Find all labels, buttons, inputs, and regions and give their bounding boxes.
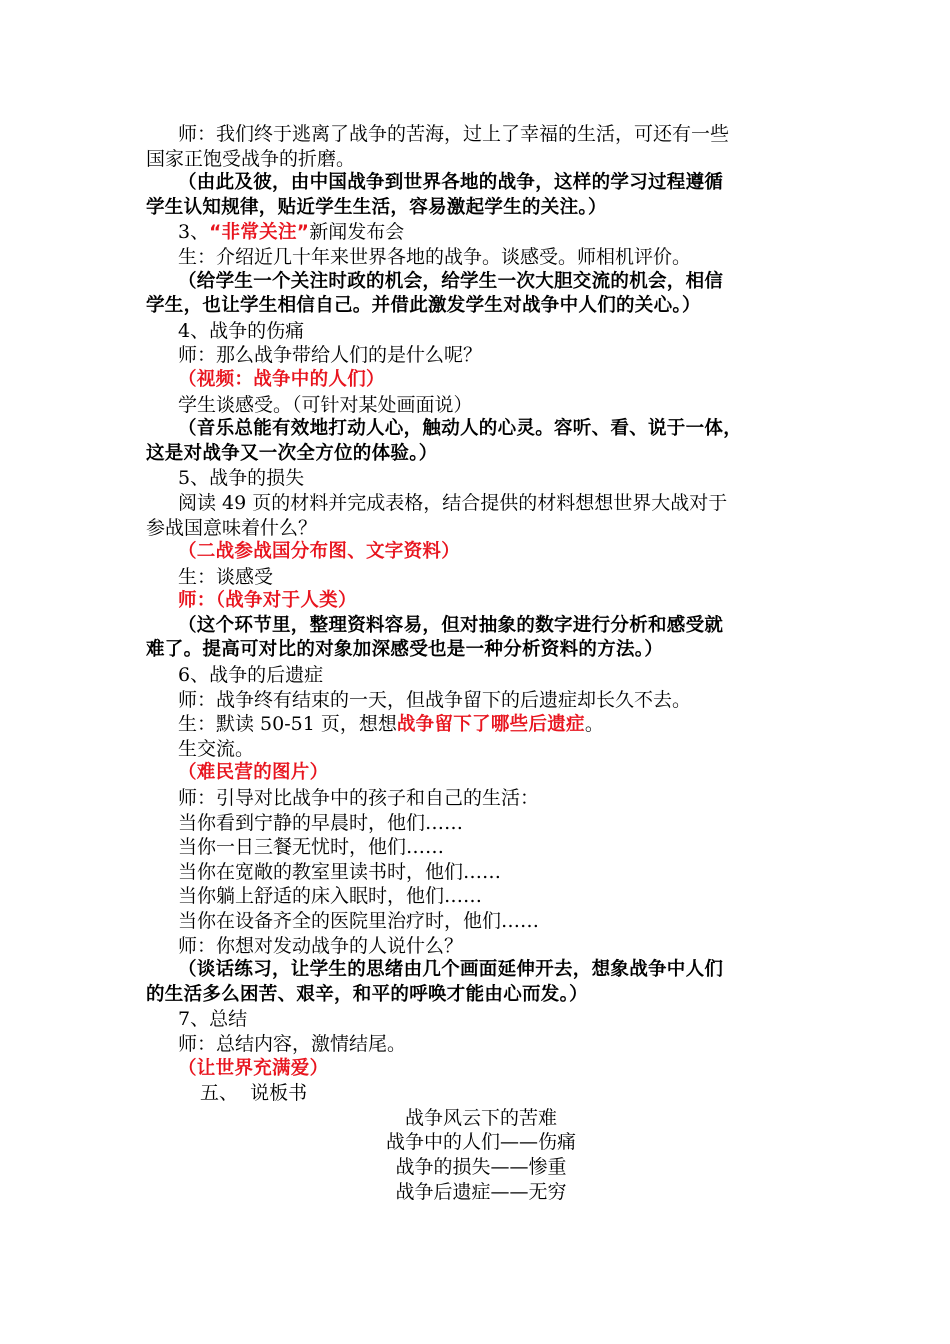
section-heading: 7、总结 [178, 1008, 248, 1031]
text-line: 当你躺上舒适的床入眠时，他们…… [178, 885, 483, 908]
media-note: 师：（战争对于人类） [178, 590, 357, 612]
section-heading [146, 220, 816, 245]
note-line: 学生认知规律，贴近学生生活，容易激起学生的关注。） [146, 196, 607, 218]
board-line: 战争后遗症——无穷 [395, 1180, 567, 1203]
board-title: 战争风云下的苦难 [404, 1106, 557, 1129]
media-note: （难民营的图片） [178, 762, 329, 784]
note-line: 的生活多么困苦、艰辛，和平的呼唤才能由心而发。） [146, 983, 588, 1005]
text-line: 当你在宽敞的教室里读书时，他们…… [178, 860, 502, 883]
text-line: 生：谈感受 [178, 565, 274, 588]
text-line: 师：引导对比战争中的孩子和自己的生活： [178, 787, 540, 810]
lesson-content [146, 122, 816, 1204]
note-line: （给学生一个关注时政的机会，给学生一次大胆交流的机会，相信 [178, 270, 724, 292]
board-line: 战争中的人们——伤痛 [385, 1131, 576, 1154]
board-line: 战争的损失——惨重 [395, 1155, 567, 1178]
text-line: 参战国意味着什么？ [146, 516, 318, 539]
text-line: 国家正饱受战争的折磨。 [146, 147, 356, 170]
text-line [146, 712, 816, 737]
section-heading: 6、战争的后遗症 [178, 664, 324, 687]
text-line: 当你在设备齐全的医院里治疗时，他们…… [178, 910, 540, 932]
media-note: （让世界充满爱） [178, 1057, 329, 1079]
text-line: 师：战争终有结束的一天，但战争留下的后遗症却长久不去。 [178, 688, 692, 711]
text-line: 当你看到宁静的早晨时，他们…… [178, 811, 464, 834]
note-line: （这个环节里，整理资料容易，但对抽象的数字进行分析和感受就 [178, 614, 724, 636]
note-line: （由此及彼，由中国战争到世界各地的战争，这样的学习过程遵循 [178, 172, 724, 194]
text-line: 师：那么战争带给人们的是什么呢？ [178, 344, 483, 367]
note-line: 学生，也让学生相信自己。并借此激发学生对战争中人们的关心。） [146, 295, 701, 317]
text-line: 生：介绍近几十年来世界各地的战争。谈感受。师相机评价。 [178, 245, 692, 268]
text-segment: 。 [584, 713, 604, 736]
highlight-text: 战争留下了哪些后遗症 [396, 714, 585, 736]
note-line: 这是对战争又一次全方位的体验。） [146, 442, 438, 464]
text-line: 生交流。 [178, 737, 255, 760]
media-note: （二战参战国分布图、文字资料） [178, 541, 461, 563]
text-line: 阅读 49 页的材料并完成表格，结合提供的材料想想世界大战对于 [178, 491, 728, 514]
section-heading: 5、战争的损失 [178, 467, 305, 490]
text-line: 师：你想对发动战争的人说什么？ [178, 934, 464, 957]
section-number: 3、 [178, 221, 210, 244]
note-line: （谈话练习，让学生的思绪由几个画面延伸开去，想象战争中人们 [178, 959, 724, 981]
note-line: 难了。提高可对比的对象加深感受也是一种分析资料的方法。） [146, 639, 664, 661]
section-heading: 五、 说板书 [200, 1082, 308, 1105]
note-line: （音乐总能有效地打动人心，触动人的心灵。容听、看、说于一体， [178, 418, 743, 440]
highlight-text: “非常关注” [209, 222, 310, 244]
text-line: 学生谈感受。（可针对某处画面说） [178, 393, 473, 416]
text-segment: 生：默读 50-51 页，想想 [178, 713, 397, 736]
text-line: 师：总结内容，激情结尾。 [178, 1032, 407, 1055]
text-line: 当你一日三餐无忧时，他们…… [178, 836, 445, 859]
section-title: 新闻发布会 [309, 221, 405, 244]
text-line: 师：我们终于逃离了战争的苦海，过上了幸福的生活，可还有一些 [178, 123, 730, 145]
media-note: （视频：战争中的人们） [178, 368, 385, 390]
section-heading: 4、战争的伤痛 [178, 319, 305, 342]
